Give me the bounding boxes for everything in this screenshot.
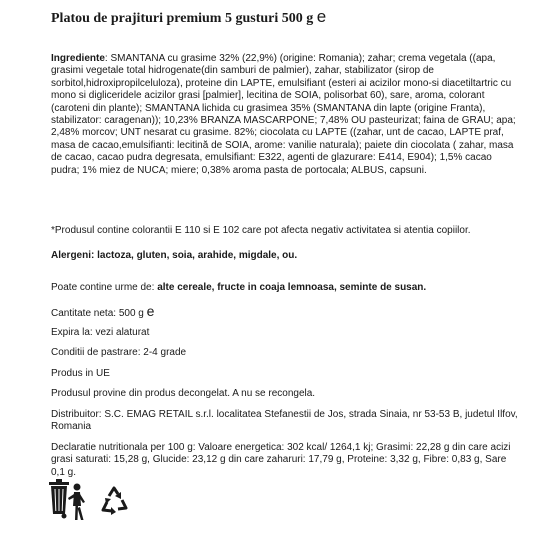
frozen-note: Produsul provine din produs decongelat. A nu se recongela. — [51, 388, 316, 399]
ingredients-text: : SMANTANA cu grasime 32% (22,9%) (origine: Romania); zahar; crema vegetala ((apa, grasimi vegetale total hidrogenate(din samburi de palmier), zahar, stabilizator (sirop de sorbitol,hidroxipropilceluloza), proteine din LAPTE, emulsifiant (esteri ai acizilor mono-si diacetiltartric cu mono si digliceridele acizilor grasi [palmier], lecitina de SOIA, polisorbat 60), sare, aroma, colorant (caroteni din plante); SMANTANA lichida cu grasimea 35% (SMANTANA din lapte (origine Franta), stabilizator: caragenan)); 10,23% BRANZA MASCARPONE; 7,48% OU pasteurizat; faina de GRAU; apa; 2,48% morcov; UNT nesarat cu grasime. 82%; ciocolata cu LAPTE ((zahar, unt de cacao, LAPTE praf, masa de cacao,emulsifianti: lecitină de SOIA, arome: vanilie naturala); paiete din ciocolata ( zahar, masa de cacao, cacao pudra degresata, emulsifiant: E322, agenti de glazurare: E414, E904); 1,5% cacao pudra; 1% miez de NUCA; miere; 0,38% aroma pasta de portocala; ALBUS, capsuni. — [51, 53, 516, 176]
product-title — [51, 9, 531, 27]
estimated-e-mark: e — [316, 7, 327, 26]
expiry-line: Expira la: vezi alaturat — [51, 327, 150, 338]
ingredients-paragraph — [51, 53, 521, 177]
colorant-note: *Produsul contine colorantii E 110 si E 102 care pot afecta negativ activitatea si atentia copiilor. — [51, 225, 471, 236]
nutrition-declaration: Declaratie nutritionala per 100 g: Valoare energetica: 302 kcal/ 1264,1 kj; Grasimi: 22,28 g din care acizi grasi saturati: 15,28 g, Glucide: 23,12 g din care zaharuri: 17,79 g, Proteine: 3,32 g, Fibre: 0,83 g, Sare 0,1 g. — [51, 442, 511, 478]
ingredients-label: Ingrediente — [51, 53, 105, 64]
product-title-text: Platou de prajituri premium 5 gusturi 500 g — [51, 11, 314, 26]
traces-line — [51, 282, 521, 294]
net-quantity-text: Cantitate neta: 500 g — [51, 308, 147, 319]
trash-bin-person-icon — [47, 478, 87, 524]
origin-line: Produs in UE — [51, 368, 110, 379]
storage-line: Conditii de pastrare: 2-4 grade — [51, 347, 187, 358]
traces-prefix: Poate contine urme de: — [51, 282, 158, 293]
recycle-icon — [97, 482, 133, 518]
net-quantity-e-mark: e — [146, 303, 155, 319]
disposal-icons — [47, 478, 137, 526]
traces-items: alte cereale, fructe in coaja lemnoasa, seminte de susan. — [157, 282, 427, 293]
allergens-line: Alergeni: lactoza, gluten, soia, arahide, migdale, ou. — [51, 250, 298, 261]
net-quantity-line — [51, 305, 521, 320]
distributor-line: Distribuitor: S.C. EMAG RETAIL s.r.l. localitatea Stefanestii de Jos, strada Sinaia, nr 53-53 B, judetul Ilfov, Romania — [51, 409, 518, 433]
